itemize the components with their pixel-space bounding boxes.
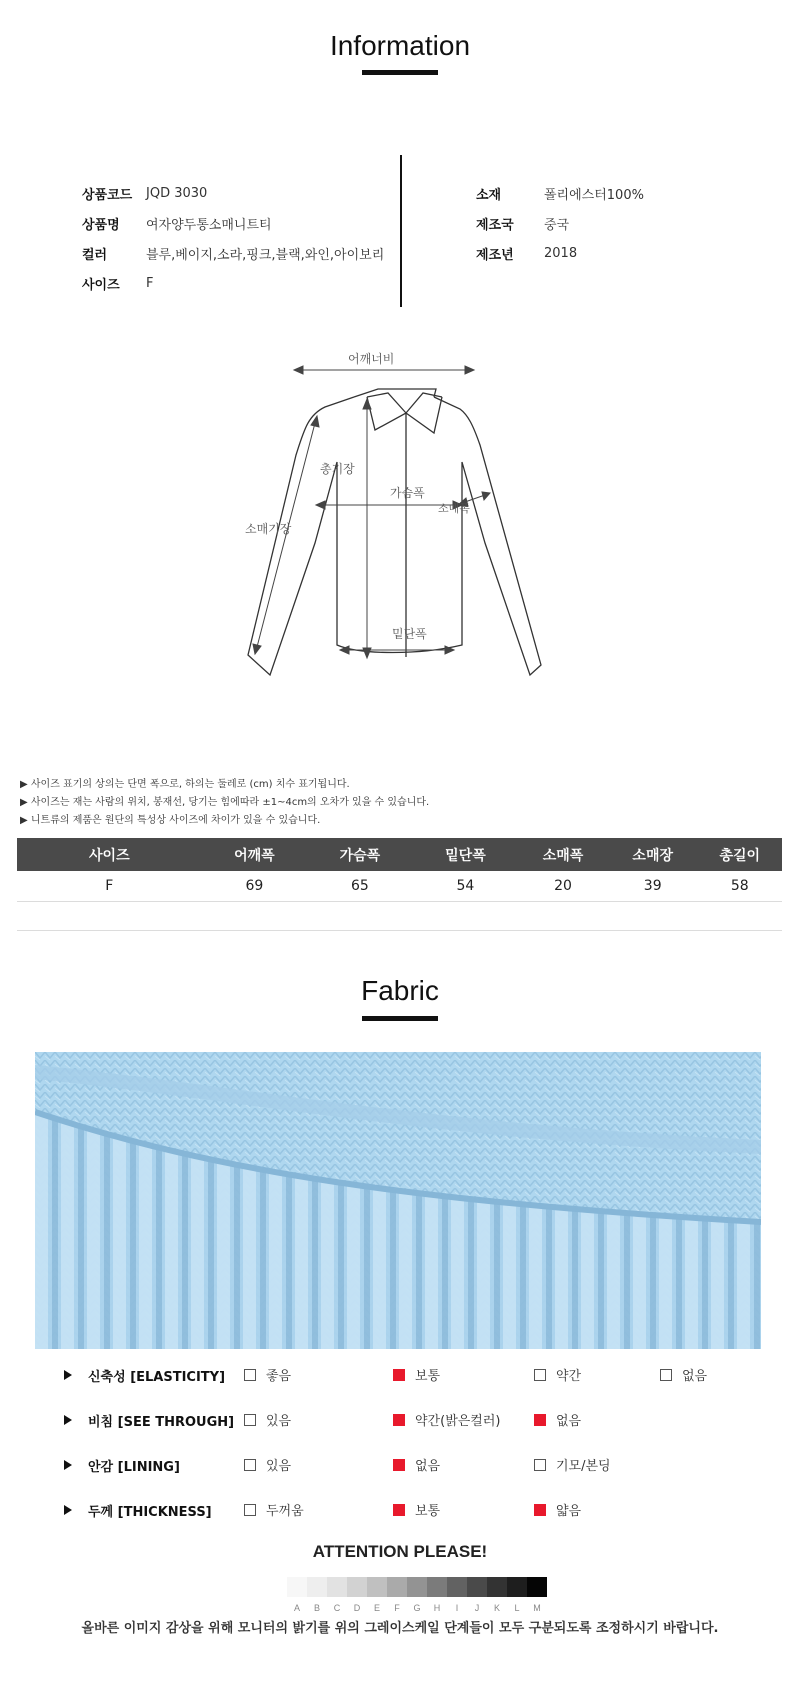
grayscale-letter: H (433, 1603, 441, 1613)
col-header-chest: 가슴폭 (307, 838, 413, 871)
info-left-column (82, 178, 384, 298)
info-value: 2018 (544, 245, 578, 261)
option-label: 있음 (266, 1414, 292, 1429)
grayscale-letter: M (533, 1603, 541, 1613)
grayscale-swatch (387, 1577, 407, 1597)
table-cell: 58 (698, 871, 782, 901)
grayscale-swatch (487, 1577, 507, 1597)
size-table-header (17, 838, 782, 871)
label-chest: 가슴폭 (390, 486, 425, 500)
property-see-through (60, 1407, 760, 1433)
option-normal (393, 1365, 440, 1384)
table-row (17, 871, 782, 901)
grayscale-letter: K (493, 1603, 500, 1613)
note-line: ▶ 사이즈는 재는 사람의 위치, 봉재선, 당기는 힘에따라 ±1~4cm의 오차가 있을 수 있습니다. (20, 797, 430, 808)
grayscale-swatch (327, 1577, 347, 1597)
option-label: 얇음 (556, 1504, 582, 1519)
info-key: 소재 (476, 187, 502, 203)
option-label: 보통 (415, 1369, 441, 1384)
info-key: 제조년 (476, 247, 514, 263)
grayscale-swatch (507, 1577, 527, 1597)
col-header-shoulder: 어깨폭 (202, 838, 308, 871)
checkbox (534, 1459, 546, 1471)
checkbox-checked (393, 1414, 405, 1426)
checkbox (244, 1459, 256, 1471)
info-value: 여자양두통소매니트티 (146, 217, 272, 233)
triangle-right-icon (64, 1370, 72, 1380)
info-row-size (82, 268, 384, 298)
checkbox (244, 1504, 256, 1516)
info-divider (400, 155, 402, 307)
grayscale-letter: D (353, 1603, 361, 1613)
knit-texture (35, 1052, 761, 1349)
property-label: 비침 [SEE THROUGH] (88, 1415, 235, 1430)
grayscale-swatch (447, 1577, 467, 1597)
attention-text: 올바른 이미지 감상을 위해 모니터의 밝기를 위의 그레이스케일 단계들이 모두 구분되도록 조정하시기 바랍니다. (81, 1621, 719, 1636)
size-notes (20, 776, 780, 830)
label-hem: 밑단폭 (392, 627, 427, 641)
grayscale-swatch (347, 1577, 367, 1597)
grayscale-letters (287, 1603, 547, 1613)
table-cell: 65 (307, 871, 413, 901)
option-label: 없음 (682, 1369, 708, 1384)
info-key: 컬러 (82, 247, 108, 263)
grayscale-swatch (287, 1577, 307, 1597)
grayscale-bar (287, 1577, 547, 1597)
garment-sketch (230, 345, 560, 680)
grayscale-letter: A (293, 1603, 300, 1613)
option-good (244, 1365, 291, 1384)
checkbox (534, 1369, 546, 1381)
checkbox (244, 1369, 256, 1381)
option-none (393, 1455, 440, 1474)
info-value: JQD 3030 (146, 185, 208, 201)
property-lining (60, 1452, 760, 1478)
option-label: 좋음 (266, 1369, 292, 1384)
fabric-title: Fabric (361, 975, 439, 1006)
grayscale-swatch (367, 1577, 387, 1597)
col-header-total-length: 총길이 (698, 838, 782, 871)
info-row-code (82, 178, 384, 208)
grayscale-swatch (407, 1577, 427, 1597)
property-label: 안감 [LINING] (88, 1460, 180, 1475)
size-table (17, 838, 782, 902)
grayscale-letter: I (455, 1603, 459, 1613)
option-label: 약간 (556, 1369, 582, 1384)
section-divider (17, 930, 782, 931)
grayscale-swatch (307, 1577, 327, 1597)
option-label: 보통 (415, 1504, 441, 1519)
info-key: 제조국 (476, 217, 514, 233)
option-thin (534, 1500, 581, 1519)
info-value: 블루,베이지,소라,핑크,블랙,와인,아이보리 (146, 247, 385, 263)
note-line: ▶ 니트류의 제품은 원단의 특성상 사이즈에 차이가 있을 수 있습니다. (20, 815, 321, 826)
grayscale-letter: J (474, 1603, 480, 1613)
info-right-column (476, 178, 644, 268)
property-thickness (60, 1497, 760, 1523)
information-title-underline (362, 70, 438, 75)
grayscale-letter: E (373, 1603, 380, 1613)
grayscale-swatch (427, 1577, 447, 1597)
info-value: F (146, 275, 154, 291)
checkbox-checked (393, 1459, 405, 1471)
table-cell: 39 (608, 871, 698, 901)
label-sleeve-length: 소매기장 (245, 522, 292, 536)
attention-title: ATTENTION PLEASE! (312, 1542, 488, 1561)
checkbox-checked (534, 1504, 546, 1516)
info-row-material (476, 178, 644, 208)
info-key: 상품명 (82, 217, 120, 233)
triangle-right-icon (64, 1460, 72, 1470)
grayscale-letter: C (333, 1603, 341, 1613)
col-header-sleeve-length: 소매장 (608, 838, 698, 871)
option-label: 있음 (266, 1459, 292, 1474)
info-row-year (476, 238, 644, 268)
col-header-sleeve-width: 소매폭 (518, 838, 608, 871)
label-total-length: 총기장 (320, 462, 355, 476)
checkbox-checked (534, 1414, 546, 1426)
col-header-hem: 밑단폭 (413, 838, 519, 871)
option-none (534, 1410, 581, 1429)
option-label: 없음 (415, 1459, 441, 1474)
info-row-color (82, 238, 384, 268)
option-label: 없음 (556, 1414, 582, 1429)
grayscale-swatch (467, 1577, 487, 1597)
checkbox (244, 1414, 256, 1426)
table-cell: F (17, 871, 202, 901)
table-cell: 54 (413, 871, 519, 901)
option-yes (244, 1410, 291, 1429)
info-row-country (476, 208, 644, 238)
checkbox-checked (393, 1369, 405, 1381)
option-normal (393, 1500, 440, 1519)
grayscale-swatch (527, 1577, 547, 1597)
grayscale-letter: L (514, 1603, 520, 1613)
option-yes (244, 1455, 291, 1474)
info-row-name (82, 208, 384, 238)
option-thick (244, 1500, 304, 1519)
table-cell: 69 (202, 871, 308, 901)
option-fleece-bonding (534, 1455, 611, 1474)
grayscale-letter: G (413, 1603, 421, 1613)
label-shoulder: 어깨너비 (348, 352, 395, 366)
checkbox (660, 1369, 672, 1381)
note-line: ▶ 사이즈 표기의 상의는 단면 폭으로, 하의는 둘레로 (cm) 치수 표기됩니다. (20, 779, 350, 790)
grayscale-letter: F (394, 1603, 400, 1613)
garment-size-diagram (230, 345, 560, 680)
option-none (660, 1365, 707, 1384)
triangle-right-icon (64, 1505, 72, 1515)
option-slight (534, 1365, 581, 1384)
information-title: Information (329, 30, 471, 61)
info-key: 상품코드 (82, 187, 133, 203)
info-value: 폴리에스터100% (544, 187, 644, 203)
label-sleeve-width: 소매폭 (438, 502, 470, 515)
property-elasticity (60, 1362, 760, 1388)
grayscale-letter: B (313, 1603, 320, 1613)
checkbox-checked (393, 1504, 405, 1516)
table-cell: 20 (518, 871, 608, 901)
triangle-right-icon (64, 1415, 72, 1425)
property-label: 두께 [THICKNESS] (88, 1505, 212, 1520)
option-slight-bright (393, 1410, 501, 1429)
fabric-photo (35, 1052, 761, 1349)
option-label: 두꺼움 (266, 1504, 304, 1519)
option-label: 약간(밝은컬러) (415, 1414, 501, 1429)
info-key: 사이즈 (82, 277, 120, 293)
fabric-title-underline (362, 1016, 438, 1021)
option-label: 기모/본딩 (556, 1459, 611, 1474)
property-label: 신축성 [ELASTICITY] (88, 1370, 226, 1385)
info-value: 중국 (544, 217, 570, 233)
col-header-size: 사이즈 (17, 838, 202, 871)
